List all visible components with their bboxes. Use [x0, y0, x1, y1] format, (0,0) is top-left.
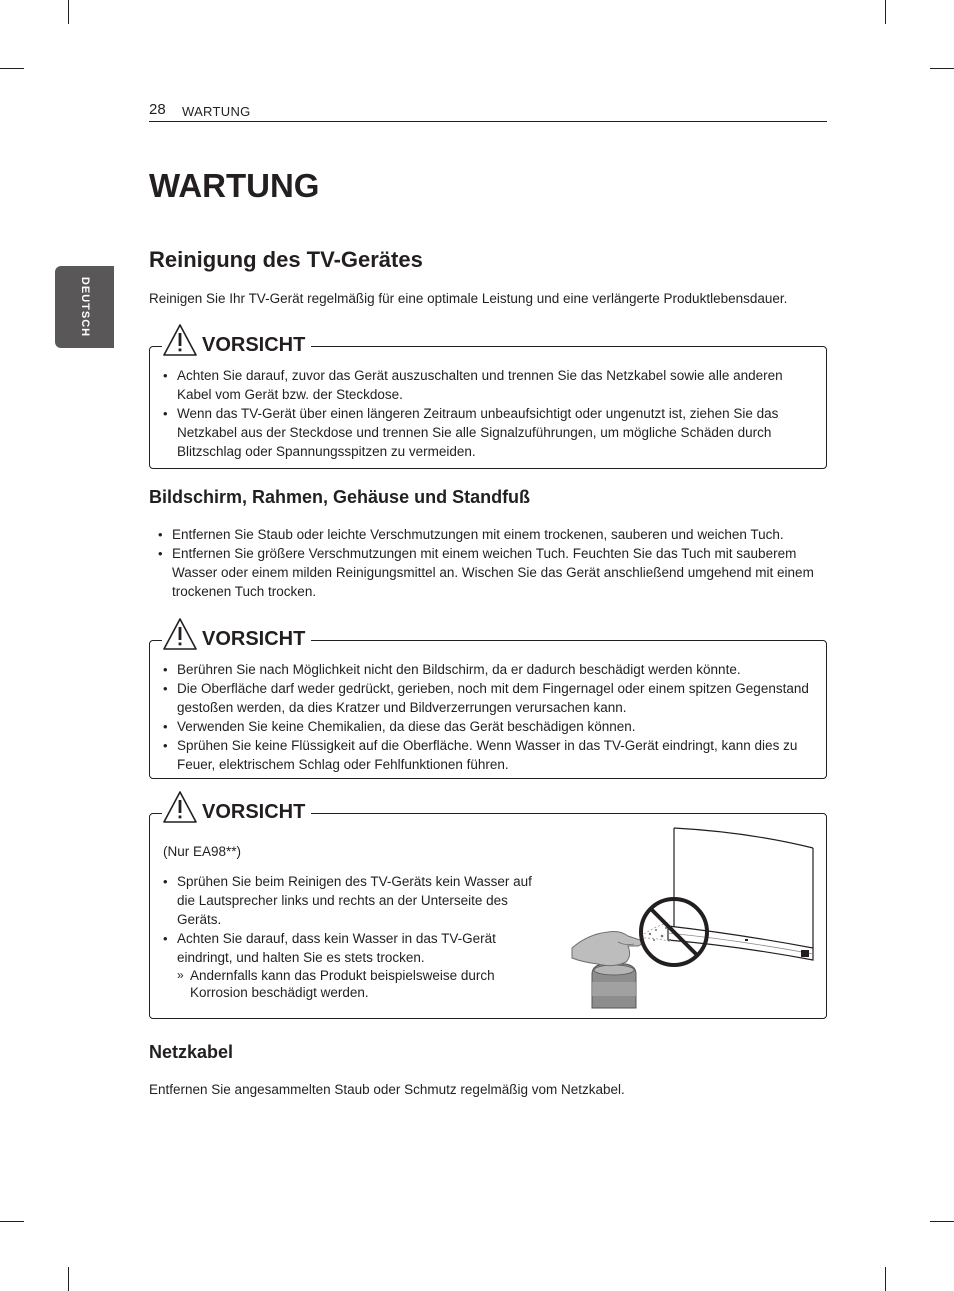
caution-header — [162, 790, 311, 824]
running-header — [149, 101, 827, 122]
caution-sublist — [177, 967, 537, 1001]
list-item: • Entfernen Sie Staub oder leichte Verschmutzungen mit einem trockenen, sauberen und weichen Tuch. — [158, 525, 826, 544]
list-item: • Die Oberfläche darf weder gedrückt, gerieben, noch mit dem Fingernagel oder einem spitzen Gegenstand gestoßen werden, da dies Kratzer und Bildverzerrungen verursachen kann. — [163, 679, 818, 717]
crop-mark — [885, 1267, 886, 1291]
power-cable-text: Entfernen Sie angesammelten Staub oder Schmutz regelmäßig vom Netzkabel. — [149, 1082, 625, 1097]
intro-text: Reinigen Sie Ihr TV-Gerät regelmäßig für eine optimale Leistung und eine verlängerte Produktlebensdauer. — [149, 291, 788, 306]
list-item: • Wenn das TV-Gerät über einen längeren Zeitraum unbeaufsichtigt oder ungenutzt ist, ziehen Sie das Netzkabel aus der Steckdose und trennen Sie alle Signalzuführungen, um mögliche Schäden durch Blitzschlag oder Spannungsspitzen zu vermeiden. — [163, 404, 818, 461]
page-title: WARTUNG — [149, 167, 320, 204]
no-spray-illustration — [568, 822, 818, 1012]
warning-triangle-icon — [162, 323, 198, 357]
screen-section-title: Bildschirm, Rahmen, Gehäuse und Standfuß — [149, 487, 531, 507]
caution-box-3 — [149, 801, 827, 1019]
crop-mark — [68, 1267, 69, 1291]
section-title: Reinigung des TV-Gerätes — [149, 247, 423, 272]
warning-triangle-icon — [162, 790, 198, 824]
list-item: • Entfernen Sie größere Verschmutzungen mit einem weichen Tuch. Feuchten Sie das Tuch mit sauberem Wasser oder einem milden Reinigungsmittel an. Wischen Sie das Gerät anschließend umgehend mit einem trockenen Tuch trocken. — [158, 544, 826, 601]
model-note: (Nur EA98**) — [163, 844, 242, 859]
warning-triangle-icon — [162, 617, 198, 651]
crop-mark — [930, 68, 954, 69]
page-number: 28 — [149, 101, 166, 118]
caution-list — [163, 366, 818, 461]
crop-mark — [885, 0, 886, 24]
caution-header — [162, 617, 311, 651]
list-item: • Achten Sie darauf, zuvor das Gerät auszuschalten und trennen Sie das Netzkabel sowie alle anderen Kabel vom Gerät bzw. der Steckdose. — [163, 366, 818, 404]
list-item: • Berühren Sie nach Möglichkeit nicht den Bildschirm, da er dadurch beschädigt werden könnte. — [163, 660, 818, 679]
crop-mark — [68, 0, 69, 24]
crop-mark — [0, 68, 24, 69]
power-cable-title: Netzkabel — [149, 1042, 234, 1062]
list-item: • Achten Sie darauf, dass kein Wasser in das TV-Gerät eindringt, und halten Sie es stets trocken. — [163, 929, 533, 967]
crop-mark — [0, 1221, 24, 1222]
language-tab — [55, 266, 114, 348]
caution-label: VORSICHT — [202, 801, 306, 823]
screen-section-list — [158, 525, 826, 601]
caution-list — [163, 872, 533, 967]
sub-list-item: » Andernfalls kann das Produkt beispielsweise durch Korrosion beschädigt werden. — [177, 967, 537, 1001]
caution-header — [162, 323, 311, 357]
caution-label: VORSICHT — [202, 628, 306, 650]
caution-box-1 — [149, 334, 827, 469]
crop-mark — [930, 1221, 954, 1222]
caution-label: VORSICHT — [202, 334, 306, 356]
list-item: • Verwenden Sie keine Chemikalien, da diese das Gerät beschädigen können. — [163, 717, 818, 736]
caution-box-2 — [149, 628, 827, 779]
header-title: WARTUNG — [182, 104, 251, 119]
language-tab-label: DEUTSCH — [78, 276, 91, 338]
list-item: • Sprühen Sie keine Flüssigkeit auf die Oberfläche. Wenn Wasser in das TV-Gerät eindringt, kann dies zu Feuer, elektrischem Schlag oder Fehlfunktionen führen. — [163, 736, 818, 774]
list-item: • Sprühen Sie beim Reinigen des TV-Geräts kein Wasser auf die Lautsprecher links und rechts an der Unterseite des Geräts. — [163, 872, 533, 929]
caution-list — [163, 660, 818, 774]
